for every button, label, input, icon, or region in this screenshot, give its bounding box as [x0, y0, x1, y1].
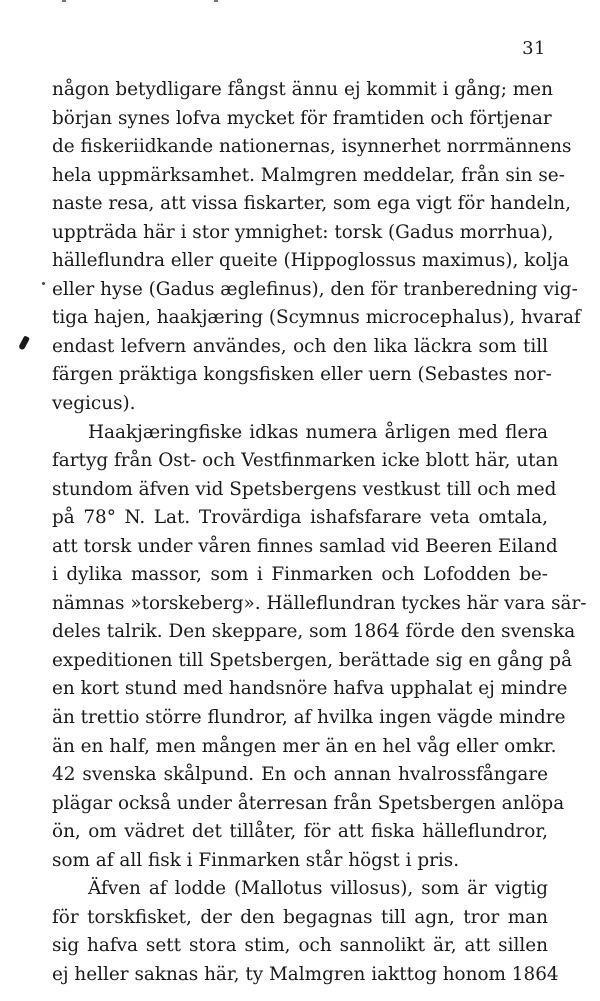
paragraph-3 — [52, 875, 559, 989]
scan-artifact — [214, 0, 218, 2]
paragraph-2 — [52, 419, 587, 876]
text-line: endast lefvern användes, och den lika läckra som till — [52, 335, 548, 357]
text-line: som af all fisk i Finmarken står högst i pris. — [52, 849, 460, 871]
text-line: i dylika massor, som i Finmarken och Lofodden be- — [52, 564, 548, 586]
text-line: stundom äfven vid Spetsbergens vestkust till och med — [52, 478, 557, 500]
text-line: tiga hajen, haakjæring (Scymnus microcephalus), hvaraf — [52, 307, 581, 329]
text-line: ön, om vädret det tillåter, för att fiska hälleflundror, — [52, 821, 548, 843]
text-line: eller hyse (Gadus æglefinus), den för tranberedning vig- — [52, 278, 578, 300]
text-line: sig hafva sett stora stim, och sannolikt är, att sillen — [52, 935, 548, 957]
margin-ink-mark — [18, 335, 30, 350]
text-line: en kort stund med handsnöre hafva upphalat ej mindre — [52, 678, 568, 700]
text-line: nämnas »torskeberg». Hälleflundran tyckes här vara sär- — [52, 592, 587, 614]
text-line: deles talrik. Den skeppare, som 1864 förde den svenska — [52, 621, 576, 643]
body-text — [52, 76, 587, 990]
text-line: vegicus). — [52, 393, 136, 415]
text-line: plägar också under återresan från Spetsbergen anlöpa — [52, 792, 565, 814]
text-line: de fiskeriidkande nationernas, isynnerhet norrmännens — [52, 136, 572, 158]
page-number: 31 — [522, 38, 546, 59]
text-line: uppträda här i stor ymnighet: torsk (Gadus morrhua), — [52, 221, 554, 243]
text-line: fartyg från Ost- och Vestfinmarken icke blott här, utan — [52, 450, 559, 472]
text-line: början synes lofva mycket för framtiden och förtjenar — [52, 107, 552, 129]
text-line: expeditionen till Spetsbergen, berättade sig en gång på — [52, 649, 573, 671]
paragraph-1 — [52, 76, 581, 419]
text-line: hälleflundra eller queite (Hippoglossus maximus), kolja — [52, 250, 569, 272]
text-line: hela uppmärksamhet. Malmgren meddelar, från sin se- — [52, 164, 565, 186]
text-line: än en half, men mången mer än en hel våg eller omkr. — [52, 735, 557, 757]
text-line: Haakjæringfiske idkas numera årligen med flera — [88, 421, 548, 443]
text-line: ej heller saknas här, ty Malmgren iakttog honom 1864 — [52, 963, 559, 985]
text-line: färgen präktiga kongsfisken eller uern (Sebastes nor- — [52, 364, 552, 386]
text-line: för torskfisket, der den begagnas till agn, tror man — [52, 906, 548, 928]
margin-dot — [42, 282, 45, 285]
scan-artifact — [62, 0, 66, 2]
text-line: att torsk under våren finnes samlad vid Beeren Eiland — [52, 535, 558, 557]
text-line: någon betydligare fångst ännu ej kommit i gång; men — [52, 79, 553, 100]
text-line: naste resa, att vissa fiskarter, som ega vigt för handeln, — [52, 193, 571, 215]
text-line: 42 svenska skålpund. En och annan hvalrossfångare — [52, 764, 548, 786]
text-line: än trettio större flundror, af hvilka ingen vägde mindre — [52, 707, 566, 729]
text-line: Äfven af lodde (Mallotus villosus), som är vigtig — [88, 878, 548, 900]
text-line: på 78° N. Lat. Trovärdiga ishafsfarare veta omtala, — [52, 507, 548, 529]
